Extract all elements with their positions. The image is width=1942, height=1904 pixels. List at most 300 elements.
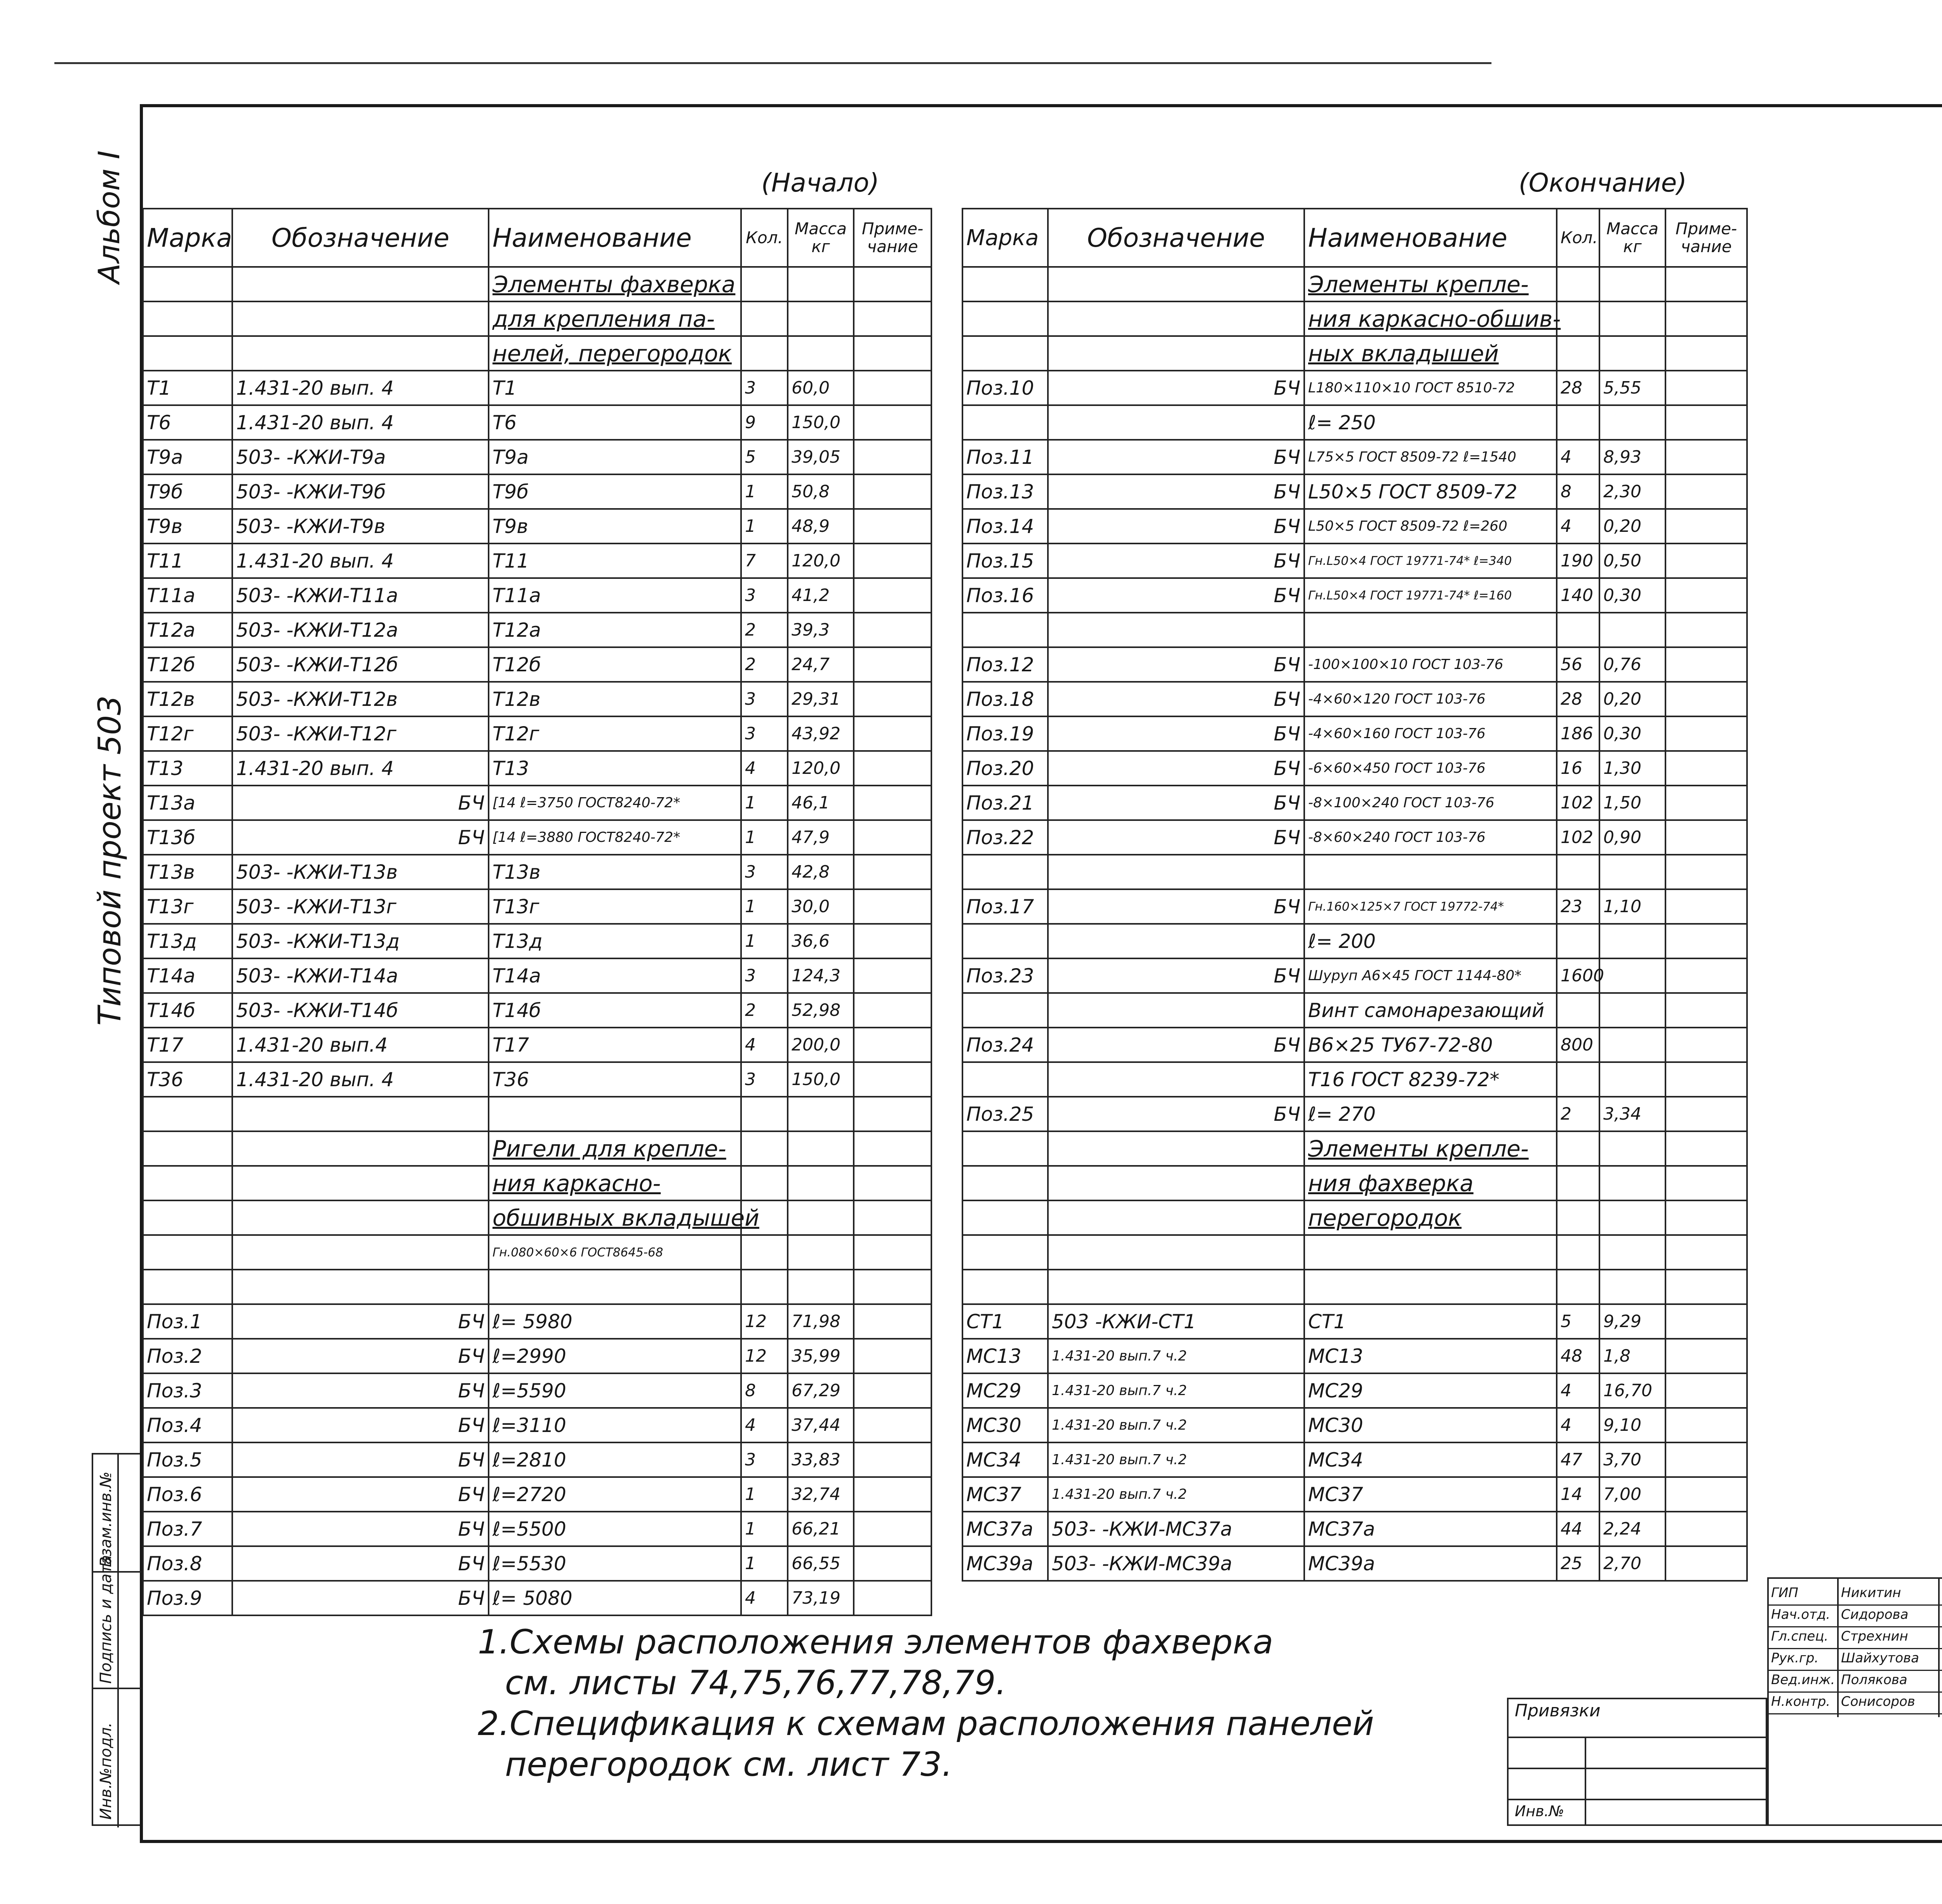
cell-mass (788, 301, 854, 336)
table-row (962, 1097, 1747, 1131)
cell-designation: БЧ (1048, 889, 1304, 924)
cell-designation: 503- -КЖИ-Т9а (232, 440, 489, 474)
cell-mark: МС37а (962, 1512, 1048, 1546)
approval-name: Полякова (1841, 1672, 1907, 1688)
cell-name: Т9б (489, 474, 741, 509)
cell-mark: Т12а (143, 613, 232, 647)
cell-name: ℓ= 5980 (489, 1304, 741, 1339)
cell-mass: 30,0 (788, 889, 854, 924)
cell-name: ℓ= 5080 (489, 1581, 741, 1615)
cell-qty (741, 1097, 788, 1131)
cell-mass: 47,9 (788, 820, 854, 855)
cell-mass: 3,70 (1599, 1442, 1665, 1477)
cell-note (1665, 405, 1747, 440)
table-row (143, 1373, 931, 1408)
cell-note (1665, 613, 1747, 647)
cell-mass: 2,24 (1599, 1512, 1665, 1546)
cell-qty: 3 (741, 958, 788, 993)
table-row (143, 1062, 931, 1097)
cell-name: -100×100×10 ГОСТ 103-76 (1304, 647, 1557, 682)
cell-name: МС30 (1304, 1408, 1557, 1442)
cell-name: -8×60×240 ГОСТ 103-76 (1304, 820, 1557, 855)
cell-qty: 9 (741, 405, 788, 440)
cell-designation: БЧ (1048, 716, 1304, 751)
cell-qty: 3 (741, 855, 788, 889)
cell-name: ния фахверка (1304, 1166, 1557, 1200)
cell-designation: 503- -КЖИ-Т13г (232, 889, 489, 924)
cell-note (1665, 924, 1747, 958)
cell-name: Т12б (489, 647, 741, 682)
cell-note (854, 1408, 931, 1442)
table-row (962, 1235, 1747, 1270)
cell-note (1665, 1062, 1747, 1097)
table-row (143, 267, 931, 301)
cell-note (854, 958, 931, 993)
table-row (962, 1270, 1747, 1304)
table-row (143, 474, 931, 509)
cell-designation (1048, 993, 1304, 1028)
cell-mark: Поз.21 (962, 786, 1048, 820)
cell-mass (1599, 301, 1665, 336)
cell-mark: Т36 (143, 1062, 232, 1097)
cell-qty: 4 (1557, 1373, 1599, 1408)
cell-name: -4×60×120 ГОСТ 103-76 (1304, 682, 1557, 716)
cell-mass: 0,76 (1599, 647, 1665, 682)
cell-mark (143, 1097, 232, 1131)
cell-mark (143, 267, 232, 301)
cell-note (854, 267, 931, 301)
cell-mass (1599, 1062, 1665, 1097)
cell-name: МС37а (1304, 1512, 1557, 1546)
cell-mass (1599, 405, 1665, 440)
cell-note (1665, 440, 1747, 474)
cell-designation: БЧ (1048, 544, 1304, 578)
cell-designation: 1.431-20 вып. 4 (232, 405, 489, 440)
cell-qty (1557, 1166, 1599, 1200)
cell-note (854, 993, 931, 1028)
cell-designation: БЧ (1048, 1028, 1304, 1062)
cell-name: L180×110×10 ГОСТ 8510-72 (1304, 371, 1557, 405)
cell-designation (1048, 924, 1304, 958)
cell-mark: Поз.11 (962, 440, 1048, 474)
cell-note (1665, 1546, 1747, 1581)
cell-mass: 120,0 (788, 544, 854, 578)
cell-mass (1599, 1028, 1665, 1062)
cell-name: -6×60×450 ГОСТ 103-76 (1304, 751, 1557, 786)
cell-mark: Т13г (143, 889, 232, 924)
cell-mass: 37,44 (788, 1408, 854, 1442)
cell-note (854, 578, 931, 613)
cell-name: ℓ=5500 (489, 1512, 741, 1546)
cell-mark (143, 1270, 232, 1304)
cell-mark (962, 924, 1048, 958)
table-row (143, 371, 931, 405)
cell-note (854, 924, 931, 958)
cell-mass (1599, 855, 1665, 889)
cell-qty (741, 1235, 788, 1270)
cell-note (1665, 1097, 1747, 1131)
cell-qty: 102 (1557, 786, 1599, 820)
cell-name: ℓ= 200 (1304, 924, 1557, 958)
cell-designation: 503- -КЖИ-Т12а (232, 613, 489, 647)
cell-qty (1557, 336, 1599, 371)
cell-qty (741, 1270, 788, 1304)
table-row (143, 958, 931, 993)
cell-mass (1599, 267, 1665, 301)
cell-mark (962, 1131, 1048, 1166)
cell-mass: 0,30 (1599, 578, 1665, 613)
cell-qty: 14 (1557, 1477, 1599, 1512)
table-row (143, 440, 931, 474)
cell-qty: 3 (741, 682, 788, 716)
cell-mass: 150,0 (788, 1062, 854, 1097)
cell-qty (1557, 924, 1599, 958)
cell-designation (232, 1270, 489, 1304)
cell-name: Т11 (489, 544, 741, 578)
cell-designation: 503- -КЖИ-Т12г (232, 716, 489, 751)
cell-designation (232, 1200, 489, 1235)
cell-note (854, 1512, 931, 1546)
cell-note (1665, 855, 1747, 889)
cell-designation (1048, 1131, 1304, 1166)
cell-mark: Поз.24 (962, 1028, 1048, 1062)
album-label: Альбом I (92, 150, 126, 284)
cell-mark: Поз.3 (143, 1373, 232, 1408)
cell-qty (741, 1166, 788, 1200)
cell-name: [14 ℓ=3880 ГОСТ8240-72* (489, 820, 741, 855)
cell-name: Т12а (489, 613, 741, 647)
table-row (143, 1097, 931, 1131)
table-row (962, 405, 1747, 440)
cell-qty (741, 301, 788, 336)
cell-mark: Поз.13 (962, 474, 1048, 509)
table-row (143, 1408, 931, 1442)
header-row (143, 209, 931, 267)
cell-qty: 4 (1557, 440, 1599, 474)
cell-mark: Т13а (143, 786, 232, 820)
table-row (962, 1166, 1747, 1200)
cell-designation: 503- -КЖИ-Т9б (232, 474, 489, 509)
cell-note (854, 682, 931, 716)
cell-qty: 12 (741, 1304, 788, 1339)
col-header-name: Наименование (1304, 209, 1557, 267)
cell-qty (1557, 993, 1599, 1028)
cell-mass: 7,00 (1599, 1477, 1665, 1512)
cell-qty: 1 (741, 820, 788, 855)
cell-mark (143, 336, 232, 371)
cell-qty: 28 (1557, 682, 1599, 716)
cell-mark: Поз.25 (962, 1097, 1048, 1131)
table-row (962, 301, 1747, 336)
cell-mark: Поз.16 (962, 578, 1048, 613)
cell-name: Т9в (489, 509, 741, 544)
cell-mass: 32,74 (788, 1477, 854, 1512)
cell-qty: 1 (741, 1477, 788, 1512)
cell-name: ных вкладышей (1304, 336, 1557, 371)
cell-name: Т14б (489, 993, 741, 1028)
table-row (962, 1200, 1747, 1235)
cell-designation: БЧ (232, 1581, 489, 1615)
cell-mark: Т9б (143, 474, 232, 509)
table-row (962, 440, 1747, 474)
cell-mark (143, 1200, 232, 1235)
cell-name: для крепления па- (489, 301, 741, 336)
table-row (962, 786, 1747, 820)
cell-qty: 3 (741, 1442, 788, 1477)
cell-mass (788, 336, 854, 371)
cell-mass: 1,10 (1599, 889, 1665, 924)
approval-role: Вед.инж. (1771, 1672, 1835, 1688)
cell-note (1665, 1442, 1747, 1477)
table-row (962, 613, 1747, 647)
cell-mark: МС34 (962, 1442, 1048, 1477)
cell-qty: 12 (741, 1339, 788, 1373)
cell-designation: БЧ (1048, 578, 1304, 613)
cell-note (1665, 1408, 1747, 1442)
cell-designation: 1.431-20 вып.7 ч.2 (1048, 1339, 1304, 1373)
cell-mass: 0,20 (1599, 682, 1665, 716)
cell-mark: Т9в (143, 509, 232, 544)
table-row (143, 1339, 931, 1373)
cell-note (854, 1131, 931, 1166)
cell-mass: 24,7 (788, 647, 854, 682)
table-row (143, 820, 931, 855)
table-row (143, 647, 931, 682)
cell-mark: Поз.10 (962, 371, 1048, 405)
cell-mark (962, 1200, 1048, 1235)
col-header-name: Наименование (489, 209, 741, 267)
cell-qty: 1600 (1557, 958, 1599, 993)
cell-qty (1557, 613, 1599, 647)
table-row (143, 336, 931, 371)
cell-note (1665, 544, 1747, 578)
cell-note (854, 647, 931, 682)
cell-mark: МС39а (962, 1546, 1048, 1581)
cell-name: Т13г (489, 889, 741, 924)
cell-designation (1048, 1166, 1304, 1200)
cell-name (1304, 855, 1557, 889)
cell-qty: 1 (741, 786, 788, 820)
table-row (962, 647, 1747, 682)
cell-note (854, 1442, 931, 1477)
cell-designation (1048, 336, 1304, 371)
cell-note (854, 1200, 931, 1235)
approval-name: Никитин (1841, 1585, 1901, 1601)
cell-name: L50×5 ГОСТ 8509-72 ℓ=260 (1304, 509, 1557, 544)
cell-name: ℓ=3110 (489, 1408, 741, 1442)
cell-qty: 3 (741, 371, 788, 405)
cell-note (1665, 958, 1747, 993)
cell-mass (788, 1200, 854, 1235)
table-row (962, 1028, 1747, 1062)
cell-note (854, 751, 931, 786)
cell-mass: 0,20 (1599, 509, 1665, 544)
cell-name: Т6 (489, 405, 741, 440)
cell-qty: 2 (741, 647, 788, 682)
cell-mass (1599, 993, 1665, 1028)
cell-name: -8×100×240 ГОСТ 103-76 (1304, 786, 1557, 820)
cell-mass: 9,29 (1599, 1304, 1665, 1339)
cell-qty (741, 336, 788, 371)
cell-note (854, 855, 931, 889)
cell-mass: 0,90 (1599, 820, 1665, 855)
cell-mass: 2,30 (1599, 474, 1665, 509)
cell-note (854, 1581, 931, 1615)
cell-designation: БЧ (232, 1304, 489, 1339)
cell-name (1304, 1235, 1557, 1270)
col-header-mass: Масса кг (1599, 209, 1665, 267)
cell-note (1665, 716, 1747, 751)
cell-designation: БЧ (1048, 820, 1304, 855)
cell-qty: 56 (1557, 647, 1599, 682)
table-row (962, 993, 1747, 1028)
cell-designation (1048, 301, 1304, 336)
cell-qty: 2 (741, 613, 788, 647)
cell-mass (788, 1131, 854, 1166)
table-row (962, 682, 1747, 716)
table-row (962, 1408, 1747, 1442)
cell-designation: 1.431-20 вып. 4 (232, 1062, 489, 1097)
cell-note (854, 1097, 931, 1131)
cell-mass: 33,83 (788, 1442, 854, 1477)
cell-designation: БЧ (232, 1442, 489, 1477)
table-row (962, 1131, 1747, 1166)
cell-mark (962, 1235, 1048, 1270)
table-row (962, 924, 1747, 958)
cell-designation: БЧ (1048, 958, 1304, 993)
cell-mark (962, 1270, 1048, 1304)
cell-name: Т36 (489, 1062, 741, 1097)
cell-name: В6×25 ТУ67-72-80 (1304, 1028, 1557, 1062)
table-row (143, 544, 931, 578)
table-row (143, 889, 931, 924)
cell-note (854, 1477, 931, 1512)
cell-note (854, 1270, 931, 1304)
cell-designation (1048, 855, 1304, 889)
project-label: Типовой проект 503 (92, 695, 128, 1026)
cell-note (854, 405, 931, 440)
cell-mass: 35,99 (788, 1339, 854, 1373)
approval-role: Н.контр. (1771, 1694, 1831, 1709)
col-header-mark: Марка (143, 209, 232, 267)
cell-designation (1048, 267, 1304, 301)
cell-mark: Поз.17 (962, 889, 1048, 924)
cell-note (854, 544, 931, 578)
cell-mass: 39,05 (788, 440, 854, 474)
cell-designation (1048, 1235, 1304, 1270)
cell-mark: Поз.4 (143, 1408, 232, 1442)
cell-mark: Т6 (143, 405, 232, 440)
cell-note (1665, 993, 1747, 1028)
cell-name: нелей, перегородок (489, 336, 741, 371)
cell-note (1665, 1200, 1747, 1235)
spec-table-left (142, 208, 932, 1616)
cell-mass (1599, 1270, 1665, 1304)
cell-name: Элементы крепле- (1304, 1131, 1557, 1166)
cell-designation: БЧ (1048, 474, 1304, 509)
cell-designation: БЧ (232, 1408, 489, 1442)
table-row (143, 855, 931, 889)
col-header-note: Приме- чание (1665, 209, 1747, 267)
cell-mark: Поз.20 (962, 751, 1048, 786)
col-header-mark: Марка (962, 209, 1048, 267)
note-line-3: 2.Спецификация к схемам расположения панелей (478, 1704, 1374, 1743)
cell-mark: Поз.5 (143, 1442, 232, 1477)
cell-designation: БЧ (232, 1512, 489, 1546)
cell-mass (1599, 613, 1665, 647)
cell-designation (1048, 405, 1304, 440)
cell-mark: Поз.19 (962, 716, 1048, 751)
cell-designation: 503 -КЖИ-СТ1 (1048, 1304, 1304, 1339)
cell-mark: СТ1 (962, 1304, 1048, 1339)
cell-mass: 0,50 (1599, 544, 1665, 578)
cell-mark (143, 1166, 232, 1200)
cell-mark: Поз.9 (143, 1581, 232, 1615)
table-row (143, 1512, 931, 1546)
cell-mass (788, 1235, 854, 1270)
cell-designation: 1.431-20 вып. 4 (232, 544, 489, 578)
cell-designation: 1.431-20 вып.4 (232, 1028, 489, 1062)
cell-name (489, 1097, 741, 1131)
cell-mass: 41,2 (788, 578, 854, 613)
cell-designation (232, 301, 489, 336)
cell-mark (962, 993, 1048, 1028)
cell-mass: 16,70 (1599, 1373, 1665, 1408)
cell-name: Шуруп А6×45 ГОСТ 1144-80* (1304, 958, 1557, 993)
cell-mark: Т13д (143, 924, 232, 958)
cell-mark: Т13 (143, 751, 232, 786)
cell-mass: 1,50 (1599, 786, 1665, 820)
cell-mass: 200,0 (788, 1028, 854, 1062)
cell-designation: 1.431-20 вып. 4 (232, 751, 489, 786)
cell-mass: 39,3 (788, 613, 854, 647)
cell-mass: 52,98 (788, 993, 854, 1028)
cell-name: Т13д (489, 924, 741, 958)
cell-mass: 50,8 (788, 474, 854, 509)
cell-mass: 1,30 (1599, 751, 1665, 786)
cell-note (854, 371, 931, 405)
cell-name: -4×60×160 ГОСТ 103-76 (1304, 716, 1557, 751)
table-row (962, 1477, 1747, 1512)
cell-designation: 503- -КЖИ-Т9в (232, 509, 489, 544)
cell-note (1665, 1373, 1747, 1408)
cell-mass: 29,31 (788, 682, 854, 716)
cell-mass: 46,1 (788, 786, 854, 820)
cell-note (1665, 786, 1747, 820)
side-strip (92, 1453, 140, 1826)
cell-qty: 3 (741, 716, 788, 751)
cell-qty: 23 (1557, 889, 1599, 924)
cell-note (854, 509, 931, 544)
cell-mass: 8,93 (1599, 440, 1665, 474)
table-row (962, 855, 1747, 889)
cell-note (854, 1339, 931, 1373)
cell-mass: 67,29 (788, 1373, 854, 1408)
cell-designation: 503- -КЖИ-Т14б (232, 993, 489, 1028)
cell-name: Т12г (489, 716, 741, 751)
cell-designation (232, 1097, 489, 1131)
cell-qty: 25 (1557, 1546, 1599, 1581)
cell-mark (962, 613, 1048, 647)
cell-designation: 503- -КЖИ-Т13д (232, 924, 489, 958)
cell-mark (962, 855, 1048, 889)
table-row (962, 958, 1747, 993)
cell-qty (1557, 267, 1599, 301)
cell-name (489, 1270, 741, 1304)
table-row (143, 1270, 931, 1304)
cell-mass: 150,0 (788, 405, 854, 440)
cell-name: Гн.L50×4 ГОСТ 19771-74* ℓ=160 (1304, 578, 1557, 613)
